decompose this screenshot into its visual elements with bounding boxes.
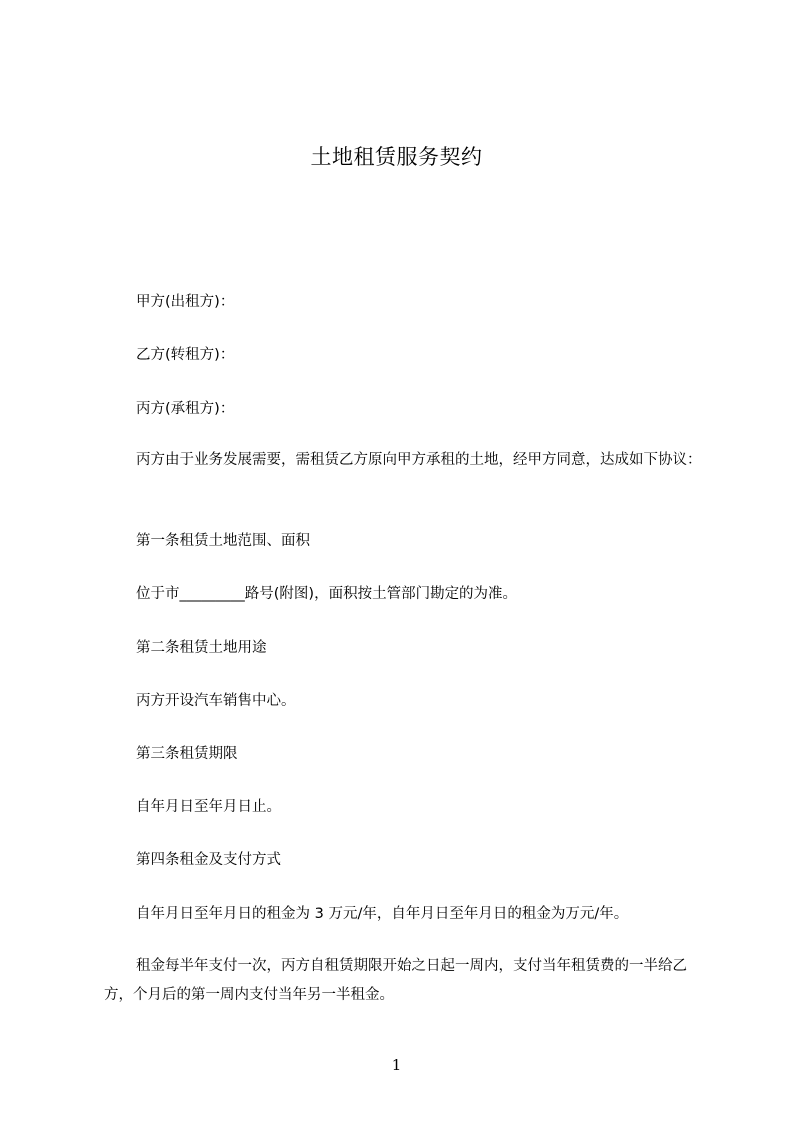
article-4-text: 自年月日至年月日的租金为 3 万元/年，自年月日至年月日的租金为万元/年。 xyxy=(136,906,629,922)
article-4-heading: 第四条租金及支付方式 xyxy=(136,852,281,868)
article-1-heading: 第一条租赁土地范围、面积 xyxy=(136,533,310,549)
article-2-heading: 第二条租赁土地用途 xyxy=(136,640,267,656)
article-3-heading: 第三条租赁期限 xyxy=(136,746,238,762)
page-number: 1 xyxy=(391,1056,402,1074)
article-2-text: 丙方开设汽车销售中心。 xyxy=(136,693,296,709)
article-1-text: 位于市_________路号(附图)，面积按土管部门勘定的为准。 xyxy=(136,586,518,602)
article-3-text: 自年月日至年月日止。 xyxy=(136,799,281,815)
party-a-line: 甲方(出租方)： xyxy=(136,294,235,310)
party-c-line: 丙方(承租方)： xyxy=(136,401,235,417)
party-b-line: 乙方(转租方)： xyxy=(136,347,235,363)
article-4-payment-paragraph: 租金每半年支付一次，丙方自租赁期限开始之日起一周内，支付当年租赁费的一半给乙方，个月后的第一周内支付当年另一半租金。 xyxy=(104,958,687,1003)
document-title: 土地租赁服务契约 xyxy=(310,145,483,169)
intro-paragraph: 丙方由于业务发展需要，需租赁乙方原向甲方承租的土地，经甲方同意，达成如下协议： xyxy=(136,452,702,468)
